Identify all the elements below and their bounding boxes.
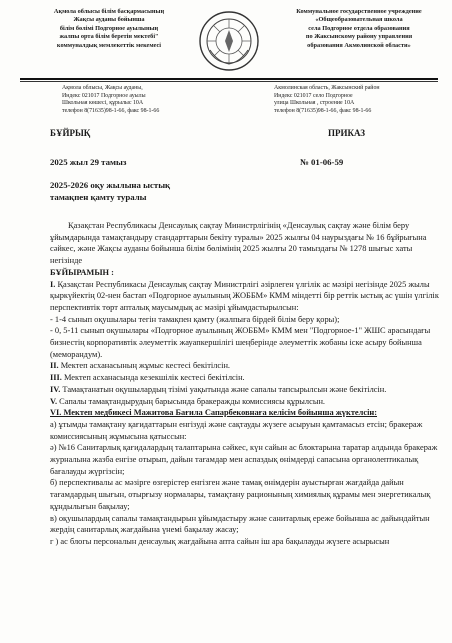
- doc-date: 2025 жыл 29 тамыз: [50, 157, 127, 167]
- order-item: [50, 384, 444, 396]
- header-right-line: по Жаксынскому району управления: [305, 33, 413, 41]
- item-text: Сапалы тамақтандырудың барысында бракеражды комиссиясы құрылсын.: [59, 396, 326, 406]
- header-right-line: «Общеобразовательная школа: [315, 16, 403, 24]
- item-text: Қазақстан Республикасы Денсаулық сақтау Министрлігі әзірлеген үлгілік ас мәзірі негізінде 2025 жылы қыркүйектің 02-нен бастап «Подгорное ауылының ЖОББМ» КММ міндетті бір реттік ыстық ас үшін үлгілік перспективтік төрт апталық маусымдық ас мәзірі ұйымдастырылсын:: [50, 279, 439, 312]
- item-text: Мектеп асханасының жұмыс кестесі бекітілсін.: [60, 361, 231, 371]
- header-left-line: Ақмола облысы білім басқармасының: [53, 8, 165, 15]
- address-line: Индекс 021017 Подгорное ауылы: [62, 92, 146, 99]
- address-line: Индекс 021017 село Подгорное: [274, 92, 353, 99]
- address-left: [62, 85, 222, 116]
- doc-body: [50, 220, 444, 548]
- item-text: Тамақтанатын оқушылардың тізімі уақытында және сапалы тапсырылсын және бекітілсін.: [62, 384, 387, 394]
- address-line: телефон 8(71635)98-1-66, факс 98-1-66: [274, 108, 372, 115]
- item-number: II.: [50, 361, 59, 371]
- intro-paragraph: Қазақстан Республикасы Денсаулық сақтау Министрлігінің «Денсаулық сақтау және білім беру ұйымдарында тамақтандыру стандарттарын бекіту туралы» 2025 жылғы 04 наурыздағы № 16 бұйрығына сәйкес, және Жақсы ауданы бойынша білім бөлімінің 2025 жылғы 20 тамыздағы № 1278 шығыс хаты негізінде: [50, 221, 427, 266]
- item-number: III.: [50, 373, 62, 383]
- order-item: [50, 279, 444, 314]
- address-right: [274, 85, 444, 116]
- header-right-line: Коммунальное государственное учреждение: [296, 8, 422, 15]
- header-divider-thick: [20, 78, 438, 80]
- subject-line: тамақпен қамту туралы: [50, 191, 147, 202]
- sub-item: а) ұтымды тамақтану қағидаттарын енгізуді және сақтауды жүзеге асыруын қамтамасыз етсін; бракераж комиссиясының жұмысына қатыссын:: [50, 419, 423, 441]
- item-number: I.: [50, 279, 56, 289]
- item-text: - 0, 5-11 сынып оқушылары «Подгорное ауылының ЖОББМ» КММ мен "Подгорное-1" ЖШС арасындағы бизнестің корпоративтік әлеуметтік жауапкершілігі шеңберінде әлеуметтік жобаны іске асыру бойынша (меморандум).: [50, 326, 431, 359]
- doc-subject: [50, 180, 250, 203]
- header-left-kz: [34, 8, 184, 50]
- doc-number: № 01-06-59: [300, 157, 344, 167]
- header-right-line: образования Акмолинской области»: [307, 41, 411, 49]
- doc-type-ru: ПРИКАЗ: [328, 128, 366, 138]
- address-line: Акмолинская область, Жаксынский район: [274, 85, 380, 91]
- order-item: [50, 325, 444, 360]
- header-left-line: Жақсы ауданы бойынша: [73, 16, 145, 24]
- header-right-line: села Подгорное отдела образования: [308, 24, 410, 32]
- address-line: Школьная көшесі, құрылыс 10А: [62, 100, 144, 107]
- order-item: [50, 396, 444, 408]
- item-number: V.: [50, 396, 58, 406]
- header-divider-thin: [20, 81, 438, 82]
- doc-type-kz: БҰЙРЫҚ: [50, 128, 91, 138]
- address-line: Ақмола облысы, Жақсы ауданы,: [62, 85, 143, 91]
- address-line: телефон 8(71635)98-1-66, факс 98-1-66: [62, 108, 160, 115]
- order-item: [50, 360, 444, 372]
- header-left-line: жалпы орта білім беретін мектебі": [59, 33, 159, 41]
- order-heading: БҰЙЫРАМЫН :: [50, 267, 114, 277]
- item-text: - 1-4 сынып оқушылары тегін тамақпен қамту (жалпыға бірдей білім беру қоры);: [50, 314, 340, 324]
- header-left-line: білім бөлімі Подгорное ауылының: [59, 24, 159, 32]
- order-item: [50, 314, 444, 326]
- subject-line: 2025-2026 оқу жылына ыстық: [50, 180, 171, 190]
- state-emblem-icon: [198, 10, 260, 72]
- sub-item: ә) №16 Санитарлық қағидалардың талаптарына сәйкес, күн сайын ас блоктарына таратар алдында бракераж журналына жазба енгізе отырып, дайын тағамдар мен аспаздық өнімдерді сапасына органолептикалық бағалауды жүргізсін;: [50, 443, 438, 476]
- sub-item: г ) ас блогы персоналын денсаулық жағдайына апта сайын іш ара бақылауды жүзеге асырысын: [50, 536, 390, 546]
- header-left-line: коммуналдық мемлекеттік мекемесі: [56, 41, 162, 49]
- order-item: [50, 372, 444, 384]
- item-text: Мектеп асханасында кезекшілік кестесі бекітілсін.: [63, 373, 245, 383]
- sub-item: в) оқушылардың сапалы тамақтандырын ұйымдастыру және санитарлық ереже бойынша ас дайындайтын жердің санитарлық жағдайына үнемі бақылау жасау;: [50, 513, 430, 535]
- address-line: улица Школьная , строение 10А: [274, 100, 355, 107]
- item6-heading: VI. Мектеп медбикесі Мажитова Бағила Сапарбековнаға келісім бойынша жүктелсін:: [50, 408, 378, 418]
- item-number: IV.: [50, 384, 61, 394]
- header-right-ru: [274, 8, 444, 50]
- sub-item: б) перспективалы ас мәзірге өзгерістер енгізген және тамақ өнімдерін ауыстырған жағдайда дайын тағамдардың шығын, отырғызу нормалары, тамақтану рационының химиялық құрамы мен энергетикалық құндылығын бақылау;: [50, 478, 431, 511]
